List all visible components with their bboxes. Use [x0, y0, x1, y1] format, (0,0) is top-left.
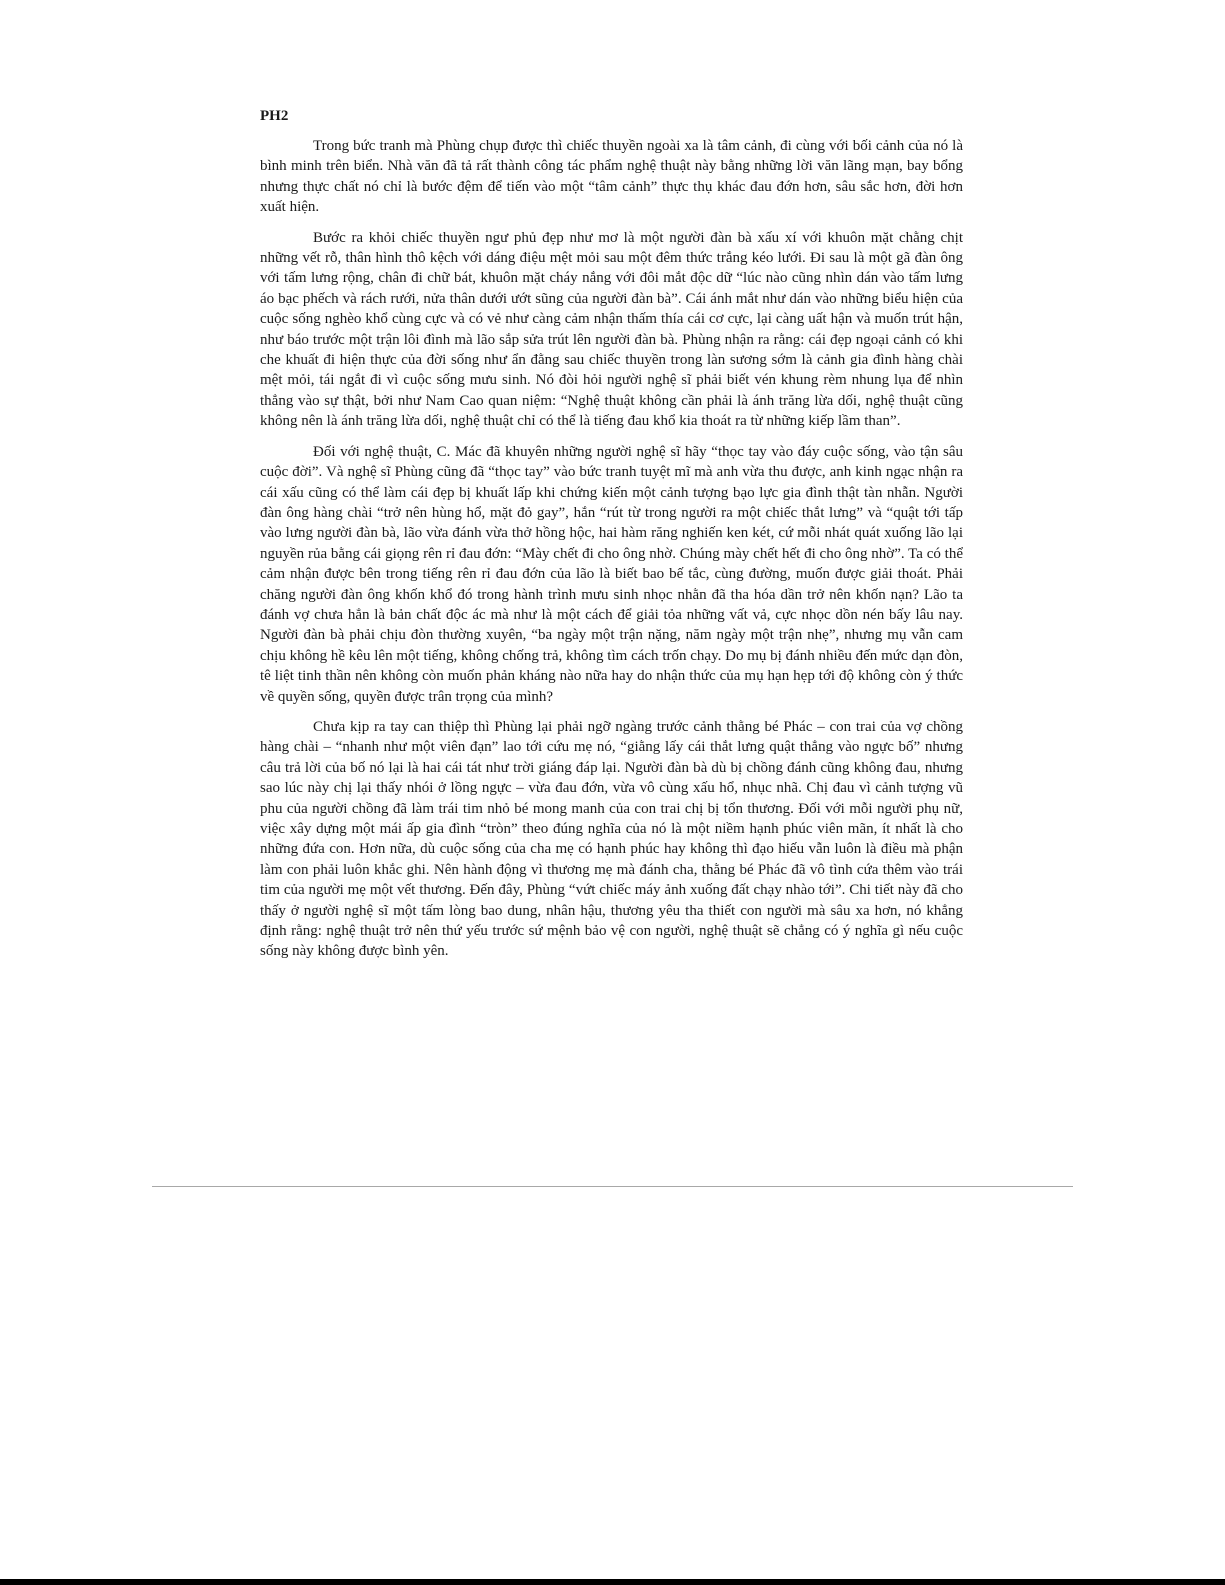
paragraph-3: Đối với nghệ thuật, C. Mác đã khuyên những người nghệ sĩ hãy “thọc tay vào đáy cuộc sống, vào tận sâu cuộc đời”. Và nghệ sĩ Phùng cũng đã “thọc tay” vào bức tranh tuyệt mĩ mà anh vừa thu được, anh kinh ngạc nhận ra cái xấu cũng có thể làm cái đẹp bị khuất lấp khi chứng kiến một cảnh tượng bạo lực gia đình thật tàn nhẫn. Người đàn ông hàng chài “trở nên hùng hổ, mặt đỏ gay”, hắn “rút từ trong người ra một chiếc thắt lưng” và “quật tới tấp vào lưng người đàn bà, lão vừa đánh vừa thở hồng hộc, hai hàm răng nghiến ken két, cứ mỗi nhát quát xuống lão lại nguyền rủa bằng cái giọng rên rỉ đau đớn: “Mày chết đi cho ông nhờ. Chúng mày chết hết đi cho ông nhờ”. Ta có thể cảm nhận được bên trong tiếng rên rỉ đau đớn của lão là biết bao bế tắc, cùng đường, muốn được giải thoát. Phải chăng người đàn ông khốn khổ đó trong hành trình mưu sinh nhọc nhằn đã tha hóa dần trở nên khốn nạn? Lão ta đánh vợ chưa hẳn là bản chất độc ác mà như là một cách để giải tỏa những vất vả, cực nhọc dồn nén bấy lâu nay. Người đàn bà phải chịu đòn thường xuyên, “ba ngày một trận nặng, năm ngày một trận nhẹ”, nhưng mụ vẫn cam chịu không hề kêu lên một tiếng, không chống trả, không tìm cách trốn chạy. Do mụ bị đánh nhiều đến mức dạn đòn, tê liệt tinh thần nên không còn muốn phản kháng nào nữa hay do nhận thức của mụ hạn hẹp tới độ không còn ý thức về quyền sống, quyền được trân trọng của mình?: [260, 443, 963, 705]
paragraph-2: Bước ra khỏi chiếc thuyền ngư phủ đẹp như mơ là một người đàn bà xấu xí với khuôn mặt chằng chịt những vết rỗ, thân hình thô kệch với dáng điệu mệt mỏi sau một đêm thức trắng kéo lưới. Đi sau là một gã đàn ông với tấm lưng rộng, chân đi chữ bát, khuôn mặt cháy nắng với đôi mắt độc dữ “lúc nào cũng nhìn dán vào tấm lưng áo bạc phếch và rách rưới, nửa thân dưới ướt sũng của người đàn bà”. Cái ánh mắt như dán vào những biểu hiện của cuộc sống nghèo khổ cùng cực và có vẻ như càng cảm nhận thấm thía cái cơ cực, lại càng uất hận và muốn trút hận, như báo trước một trận lôi đình mà lão sắp sửa trút lên người đàn bà. Phùng nhận ra rằng: cái đẹp ngoại cảnh có khi che khuất đi hiện thực của đời sống như ẩn đằng sau chiếc thuyền trong làn sương sớm là cảnh gia đình hàng chài mệt mỏi, tái ngắt đi vì cuộc sống mưu sinh. Nó đòi hỏi người nghệ sĩ phải biết vén khung rèm nhung lụa để nhìn thẳng vào sự thật, bởi như Nam Cao quan niệm: “Nghệ thuật không cần phải là ánh trăng lừa dối, nghệ thuật cũng không nên là ánh trăng lừa dối, nghệ thuật chỉ có thể là tiếng đau khổ kia thoát ra từ những kiếp lầm than”.: [260, 229, 963, 430]
paragraph-4: Chưa kịp ra tay can thiệp thì Phùng lại phải ngỡ ngàng trước cảnh thằng bé Phác – con trai của vợ chồng hàng chài – “nhanh như một viên đạn” lao tới cứu mẹ nó, “giằng lấy cái thắt lưng quật thẳng vào ngực bố” nhưng câu trả lời của bố nó lại là hai cái tát như trời giáng đáp lại. Người đàn bà dù bị chồng đánh cũng không đau, nhưng sao lúc này chị lại thấy nhói ở lồng ngực – vừa đau đớn, vừa vô cùng xấu hổ, nhục nhã. Chị đau vì cảnh tượng vũ phu của người chồng đã làm trái tim nhỏ bé mong manh của con trai chị bị tổn thương. Đối với mỗi người phụ nữ, việc xây dựng một mái ấp gia đình “tròn” theo đúng nghĩa của nó là một niềm hạnh phúc viên mãn, ít nhất là cho những đứa con. Hơn nữa, dù cuộc sống của cha mẹ có hạnh phúc hay không thì đạo hiếu vẫn luôn là điều mà phận làm con phải luôn khắc ghi. Nên hành động vì thương mẹ mà đánh cha, thằng bé Phác đã vô tình cứa thêm vào trái tim của người mẹ một vết thương. Đến đây, Phùng “vứt chiếc máy ảnh xuống đất chạy nhào tới”. Chi tiết này đã cho thấy ở người nghệ sĩ một tấm lòng bao dung, nhân hậu, thương yêu tha thiết con người mà sâu xa hơn, nó khẳng định rằng: nghệ thuật trở nên thứ yếu trước sứ mệnh bảo vệ con người, nghệ thuật sẽ chẳng có ý nghĩa gì nếu cuộc sống này không được bình yên.: [260, 718, 963, 960]
bottom-edge-bar: [0, 1579, 1225, 1585]
document-body: [260, 106, 963, 972]
section-heading: PH2: [260, 108, 289, 124]
page-break-divider: [152, 1186, 1073, 1187]
paragraph-1: Trong bức tranh mà Phùng chụp được thì chiếc thuyền ngoài xa là tâm cảnh, đi cùng với bối cảnh của nó là bình minh trên biển. Nhà văn đã tả rất thành công tác phẩm nghệ thuật này bằng những lời văn lãng mạn, bay bổng nhưng thực chất nó chỉ là bước đệm để tiến vào một “tâm cảnh” thực thụ khác đau đớn hơn, sâu sắc hơn, đời hơn xuất hiện.: [260, 138, 963, 216]
